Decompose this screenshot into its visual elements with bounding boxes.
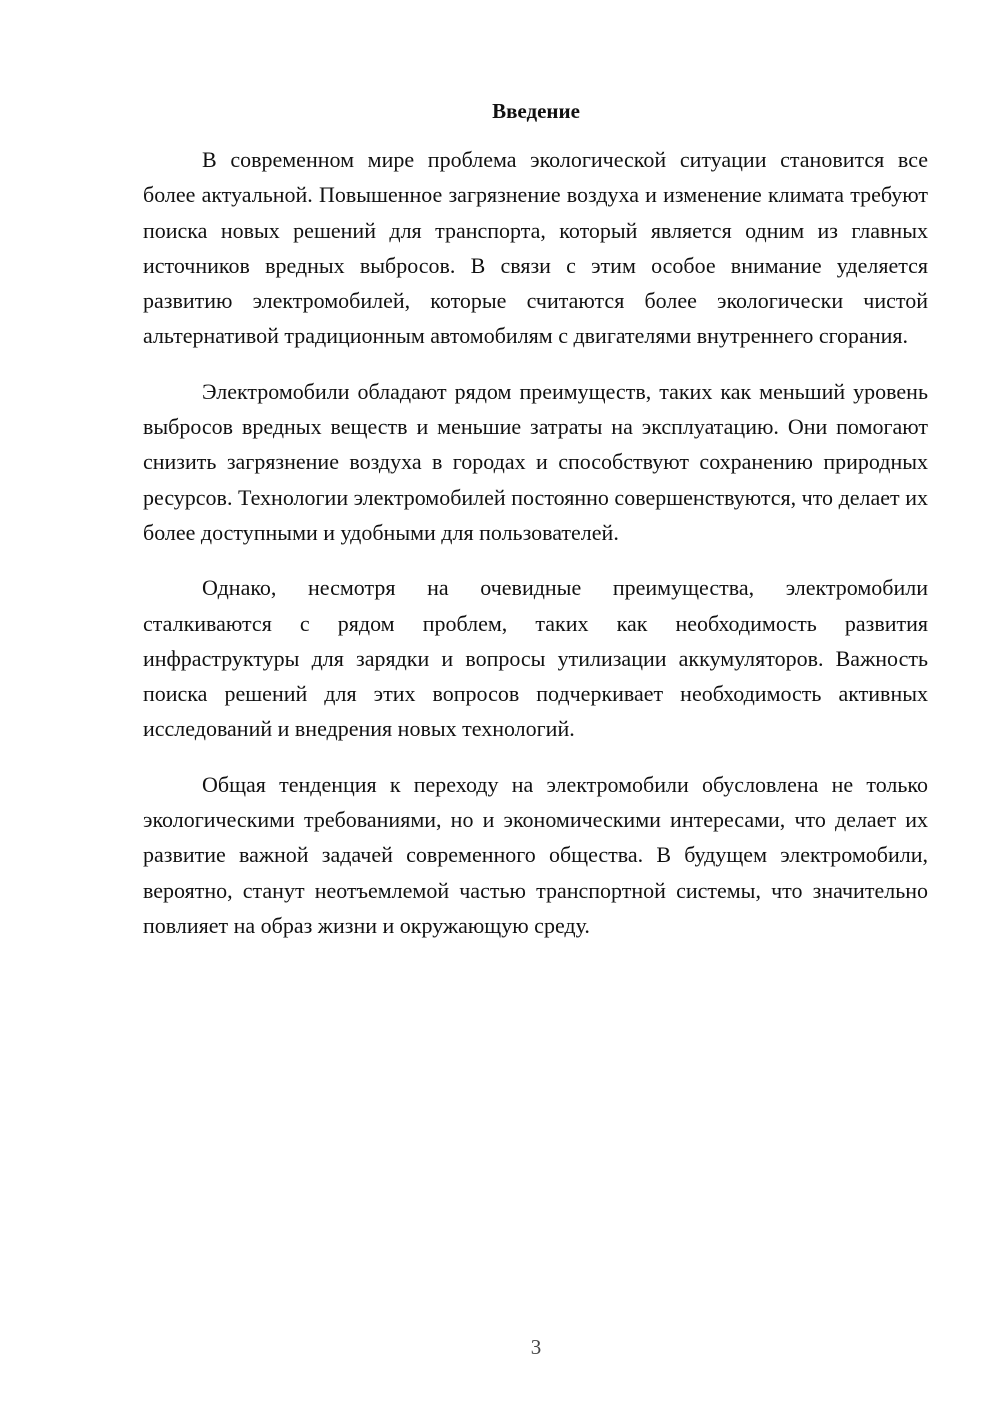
paragraph-1: В современном мире проблема экологической ситуации становится все более актуальной. Повышенное загрязнение воздуха и изменение климата требуют поиска новых решений для транспорта, который является одним из главных источников вредных выбросов. В связи с этим особое внимание уделяется развитию электромобилей, которые считаются более экологически чистой альтернативой традиционным автомобилям с двигателями внутреннего сгорания.: [143, 147, 928, 349]
paragraph-3: Однако, несмотря на очевидные преимущества, электромобили сталкиваются с рядом проблем, таких как необходимость развития инфраструктуры для зарядки и вопросы утилизации аккумуляторов. Важность поиска решений для этих вопросов подчеркивает необходимость активных исследований и внедрения новых технологий.: [143, 575, 928, 742]
section-title: Введение: [492, 99, 580, 123]
body-text: [143, 142, 928, 963]
paragraph-2: Электромобили обладают рядом преимуществ, таких как меньший уровень выбросов вредных веществ и меньшие затраты на эксплуатацию. Они помогают снизить загрязнение воздуха в городах и способствуют сохранению природных ресурсов. Технологии электромобилей постоянно совершенствуются, что делает их более доступными и удобными для пользователей.: [143, 378, 928, 545]
page-number: 3: [530, 1335, 542, 1359]
paragraph-4: Общая тенденция к переходу на электромобили обусловлена не только экологическими требованиями, но и экономическими интересами, что делает их развитие важной задачей современного общества. В будущем электромобили, вероятно, станут неотъемлемой частью транспортной системы, что значительно повлияет на образ жизни и окружающую среду.: [143, 771, 928, 938]
